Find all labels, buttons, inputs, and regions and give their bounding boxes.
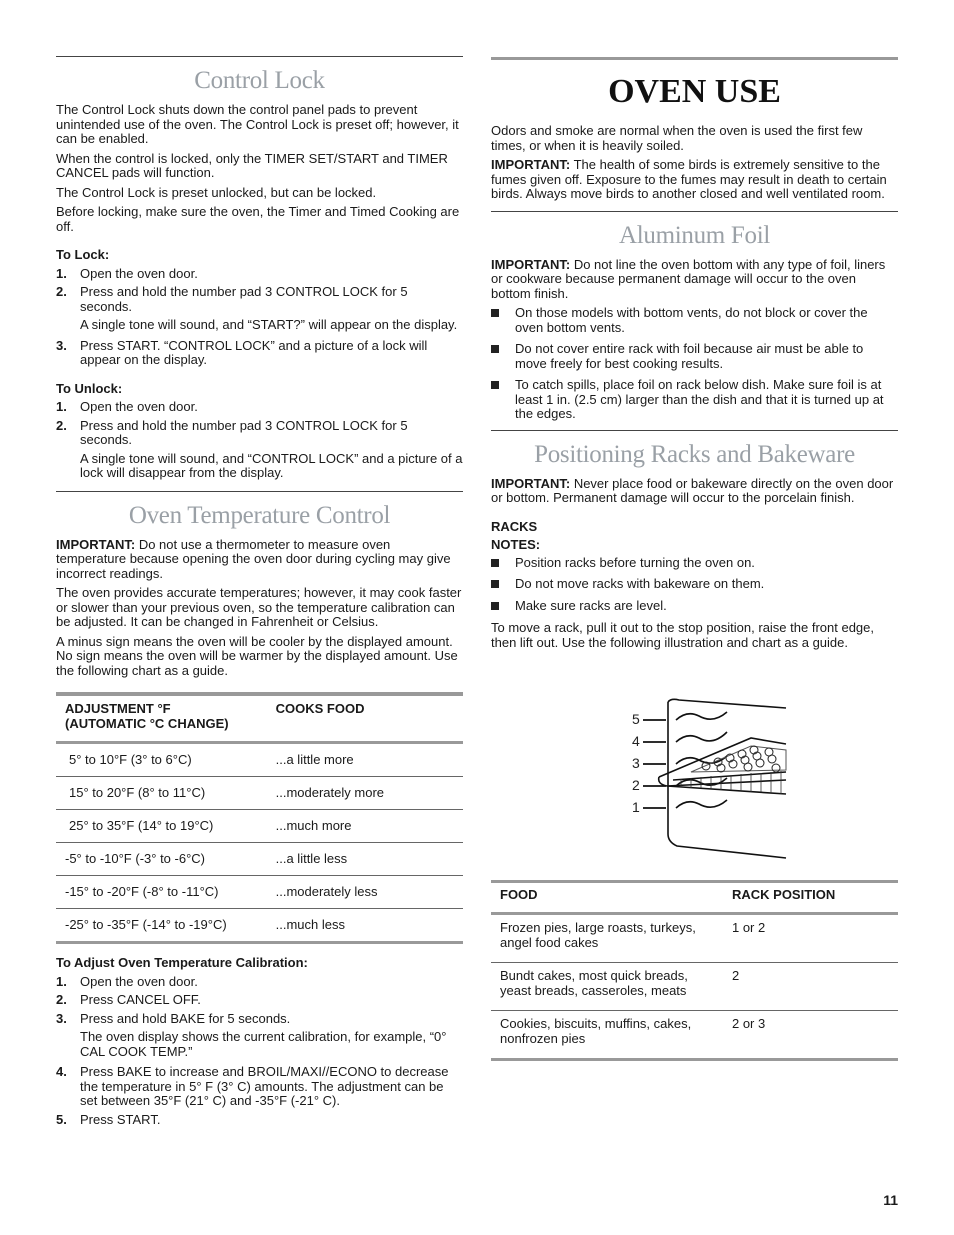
list-item [491,577,898,592]
to-lock-steps [56,267,463,315]
leader-lines [643,720,666,808]
table-cell: ...a little more [268,743,463,777]
square-bullet-icon [491,309,499,317]
section-divider [56,491,463,492]
paragraph: A minus sign means the oven will be cooler by the displayed amount. No sign means the oven will be warmer by the displayed amount. Use the following chart as a guide. [56,633,458,678]
step-number: 5. [56,1111,67,1127]
rack-label-3: 3 [632,755,640,771]
rack-label-2: 2 [632,777,640,793]
list-item [491,556,898,571]
table-cell: 15° to 20°F (8° to 11°C) [56,777,268,810]
paragraph: The Control Lock shuts down the control panel pads to prevent unintended use of the oven. The Control Lock is preset off; however, it can be enabled. [56,102,459,146]
temperature-adjustment-table [56,692,463,944]
paragraph: When the control is locked, only the TIMER SET/START and TIMER CANCEL pads will function. [56,150,448,180]
list-item-text: Do not move racks with bakeware on them. [515,576,765,591]
step-text: Press and hold BAKE for 5 seconds. [80,1010,291,1026]
oven-temperature-heading: Oven Temperature Control [128,501,391,529]
adjust-steps [56,975,463,1027]
important-text: The health of some birds is extremely sensitive to the fumes given off. Exposure to the fumes may result in death to certain birds. Always move birds to another closed and well ventilated room. [491,157,887,201]
positioning-racks-heading: Positioning Racks and Bakeware [534,440,855,468]
important-paragraph [491,258,898,302]
to-lock-heading: To Lock: [56,247,110,262]
step-number: 3. [56,337,67,353]
table-cell: 25° to 35°F (14° to 19°C) [56,810,268,843]
column-header-rack-position: RACK POSITION [723,882,898,914]
step-text: Press and hold the number pad 3 CONTROL LOCK for 5 seconds. [80,417,408,447]
step [56,285,463,314]
table-row [56,843,463,876]
oven-rack-diagram [491,674,898,864]
table-cell: 2 [723,963,898,1011]
column-header-cooks-food: COOKS FOOD [268,694,463,743]
table-row [491,963,898,1011]
step [56,400,463,415]
table-cell: ...a little less [268,843,463,876]
table-cell: ...moderately less [268,876,463,909]
step [56,1012,463,1027]
control-lock-heading: Control Lock [194,67,325,94]
step-text: Press START. “CONTROL LOCK” and a picture of a lock will appear on the display. [80,337,428,367]
table-cell: -25° to -35°F (-14° to -19°C) [65,916,227,932]
to-unlock-heading: To Unlock: [56,380,123,396]
square-bullet-icon [491,602,499,610]
table-row [56,909,463,943]
table-cell: ...much less [275,916,345,932]
step [56,993,463,1008]
step [56,267,463,282]
step-number: 3. [56,1010,67,1026]
step-number: 1. [56,265,67,281]
square-bullet-icon [491,580,499,588]
paragraph: Odors and smoke are normal when the oven is used the first few times, or when it is heavily soiled. [491,123,863,153]
left-column [56,56,463,1131]
rack-position-illustration [491,674,898,864]
paragraph: The oven provides accurate temperatures; however, it may cook faster or slower than your previous oven, so the temperature calibration can be adjusted. It can be changed in Fahrenheit or Celsius. [56,585,462,629]
step-text: Open the oven door. [80,973,198,989]
rack-position-table [491,880,898,1061]
list-item-text: Position racks before turning the oven on. [515,554,755,570]
section-divider [491,211,898,212]
step-text: Open the oven door. [80,399,198,414]
notes-heading: NOTES: [491,537,541,552]
important-label: IMPORTANT: [56,536,136,552]
rack-label-4: 4 [632,733,640,749]
table-cell: -5° to -10°F (-3° to -6°C) [56,843,268,876]
table-row [56,810,463,843]
step-note: A single tone will sound, and “START?” will appear on the display. [80,317,458,332]
table-row [491,1011,898,1060]
important-text: Never place food or bakeware directly on the oven door or bottom. Permanent damage will occur to the porcelain finish. [491,475,894,505]
section-divider [56,56,463,57]
step-note: The oven display shows the current calibration, for example, “0° CAL COOK TEMP.” [80,1029,447,1059]
right-column [491,57,898,1061]
step-text: Press START. [80,1111,161,1127]
step-number: 4. [56,1064,67,1079]
section-divider [491,57,898,60]
important-label: IMPORTANT: [491,475,571,491]
list-item-text: Make sure racks are level. [515,597,667,613]
step-number: 2. [56,992,67,1007]
step-text: Press BAKE to increase and BROIL/MAXI//ECONO to decrease the temperature in 5° F (3° C) amounts. The adjustment can be set between 35°F (21° C) and -35°F (-21° C). [80,1064,449,1108]
step-number: 2. [56,284,67,299]
table-cell: ...moderately more [268,777,463,810]
table-cell: -15° to -20°F (-8° to -11°C) [56,876,268,909]
rack-label-5: 5 [632,711,640,727]
important-label: IMPORTANT: [491,256,571,272]
table-cell: Bundt cakes, most quick breads, yeast breads, casseroles, meats [491,963,723,1011]
table-cell: 5° to 10°F (3° to 6°C) [56,743,268,777]
square-bullet-icon [491,381,499,389]
step-text: Press and hold the number pad 3 CONTROL LOCK for 5 seconds. [80,284,408,314]
step-text: Press CANCEL OFF. [80,992,201,1007]
square-bullet-icon [491,559,499,567]
list-item-text: Do not cover entire rack with foil because air must be able to move freely for best cooking results. [515,341,864,371]
list-item [491,378,898,422]
step-number: 1. [56,399,67,414]
table-header-row [491,882,898,914]
aluminum-foil-heading: Aluminum Foil [619,221,770,249]
header-line: (AUTOMATIC °C CHANGE) [65,715,229,731]
notes-list [491,556,898,614]
table-row [56,876,463,909]
important-paragraph [491,158,898,202]
table-cell: 2 or 3 [731,1016,766,1031]
foil-bullet-list [491,306,898,422]
racks-heading: RACKS [491,518,538,534]
adjust-calibration-heading: To Adjust Oven Temperature Calibration: [56,955,308,970]
important-text: Do not line the oven bottom with any type of foil, liners or cookware because permanent damage will occur to the oven bottom finish. [491,256,886,301]
step [56,419,463,448]
to-unlock-steps [56,400,463,448]
table-cell: 1 or 2 [723,914,898,963]
important-label: IMPORTANT: [491,157,571,172]
adjust-steps-cont [56,1065,463,1127]
paragraph: To move a rack, pull it out to the stop position, raise the front edge, then lift out. Use the following illustration and chart as a guide. [491,620,874,650]
section-divider [491,430,898,431]
page-number: 11 [883,1192,898,1208]
square-bullet-icon [491,345,499,353]
column-header-food: FOOD [491,882,723,914]
step-text: Open the oven door. [80,265,198,281]
table-row [56,777,463,810]
table-row [491,914,898,963]
list-item-text: On those models with bottom vents, do not block or cover the oven bottom vents. [515,305,868,335]
header-line: ADJUSTMENT °F [65,701,171,716]
step-note: A single tone will sound, and “CONTROL LOCK” and a picture of a lock will disappear from the display. [80,450,463,480]
oven-wall [659,699,786,858]
oven-use-title: OVEN USE [608,73,781,110]
rack-label-1: 1 [632,799,640,815]
table-cell: Cookies, biscuits, muffins, cakes, nonfrozen pies [500,1016,692,1046]
step-number: 2. [56,417,67,433]
table-cell: ...much more [268,810,463,843]
list-item [491,342,898,371]
step [56,1065,463,1109]
list-item [491,306,898,335]
to-lock-steps-cont [56,339,463,368]
paragraph: The Control Lock is preset unlocked, but can be locked. [56,184,377,200]
important-paragraph [56,538,463,582]
important-paragraph [491,477,898,506]
step [56,1113,463,1128]
table-header-row [56,694,463,743]
paragraph: Before locking, make sure the oven, the Timer and Timed Cooking are off. [56,204,460,234]
cookies [691,746,786,772]
important-text: Do not use a thermometer to measure oven temperature because opening the oven door during cycling may give incorrect readings. [56,536,451,581]
list-item-text: To catch spills, place foil on rack below dish. Make sure foil is at least 1 in. (2.5 cm) larger than the dish and that it is turned up at the edges. [515,377,884,421]
list-item [491,599,898,614]
step [56,975,463,990]
table-cell: Frozen pies, large roasts, turkeys, angel food cakes [491,914,723,963]
table-row [56,743,463,777]
step [56,339,463,368]
column-header-adjustment [56,694,268,743]
step-number: 1. [56,973,67,989]
